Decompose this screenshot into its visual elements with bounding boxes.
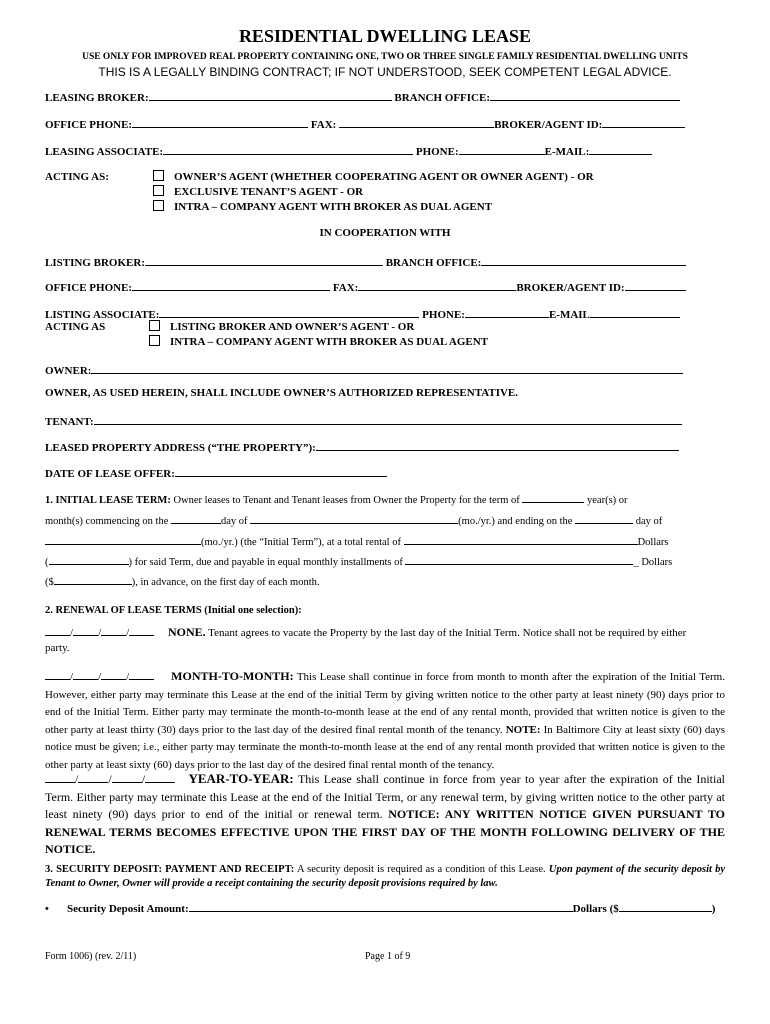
years-or-text: year(s) or [587, 495, 628, 506]
associate-phone-label: PHONE: [415, 146, 459, 158]
leasing-associate-field[interactable] [163, 143, 413, 155]
initial-term-line-4 [45, 553, 725, 568]
document-title: RESIDENTIAL DWELLING LEASE [238, 26, 532, 46]
listing-agent-id-label: BROKER/AGENT ID: [516, 282, 625, 294]
mtm-initial-1[interactable] [45, 668, 70, 680]
none-initial-3[interactable] [101, 624, 126, 636]
in-cooperation-heading: IN COOPERATION WITH [319, 227, 451, 239]
deposit-dollars-label: Dollars ($ [572, 903, 619, 915]
leasing-associate-label: LEASING ASSOCIATE: [45, 146, 164, 158]
property-address-label: LEASED PROPERTY ADDRESS (“THE PROPERTY”): [45, 442, 316, 454]
branch-office-field[interactable] [490, 89, 680, 101]
listing-acting-as [45, 320, 725, 333]
tenant-field[interactable] [94, 413, 682, 425]
exclusive-tenant-checkbox[interactable] [153, 185, 164, 196]
office-phone-label: OFFICE PHONE: [45, 119, 133, 131]
end-day-field[interactable] [575, 512, 633, 524]
intra-company-row [45, 200, 770, 213]
dollar-sign: ($ [45, 577, 54, 588]
listing-broker-label: LISTING BROKER: [45, 257, 145, 269]
leasing-acting-as [45, 170, 725, 183]
monthly-installment-field[interactable] [405, 553, 633, 565]
commence-day-field[interactable] [171, 512, 221, 524]
yty-text-1: This Lease shall continue in force from year to year after the expiration of the Initial [297, 772, 725, 786]
associate-phone-field[interactable] [459, 143, 545, 155]
yty-text-2: Term. Either party may terminate this Lease at the end of the Initial Term, or any renewal term, by giving written notice to the other party at least ninety (90) days prior to end of the initial or renewal term. [45, 789, 725, 821]
listing-acting-as-label: ACTING AS [45, 321, 106, 333]
mtm-initial-4[interactable] [129, 668, 154, 680]
yty-initial-4[interactable] [145, 771, 175, 783]
leasing-associate-line [45, 143, 725, 158]
initial-term-heading: 1. INITIAL LEASE TERM: [45, 495, 171, 506]
initial-term-line-2 [45, 512, 725, 527]
intra-company-option: INTRA – COMPANY AGENT WITH BROKER AS DUAL AGENT [174, 201, 493, 213]
office-phone-field[interactable] [132, 116, 308, 128]
owners-agent-option: OWNER’S AGENT (WHETHER COOPERATING AGENT OR OWNER AGENT) - OR [174, 171, 594, 183]
commence-month-field[interactable] [250, 512, 458, 524]
installment-dollars-text: _ Dollars [633, 557, 673, 568]
email-label: E-MAIL: [544, 146, 590, 158]
listing-office-phone-field[interactable] [132, 279, 330, 291]
total-rental-numeric-field[interactable] [49, 553, 129, 565]
listing-office-phone-label: OFFICE PHONE: [45, 282, 133, 294]
fax-label: FAX: [310, 119, 337, 131]
initial-term-text: Owner leases to Tenant and Tenant leases from Owner the Property for the term of [173, 495, 520, 506]
listing-intra-company-row [45, 335, 770, 348]
form-number: Form 1006) (rev. 2/11) [45, 951, 137, 962]
month-to-month-label: MONTH-TO-MONTH: [171, 669, 294, 683]
yty-initial-3[interactable] [112, 771, 142, 783]
deposit-dollars-field[interactable] [619, 900, 712, 912]
total-rental-text: (mo./yr.) (the “Initial Term”), at a total rental of [201, 537, 401, 548]
security-deposit-amount-line [45, 900, 725, 915]
listing-office-line [45, 279, 725, 294]
mtm-note-label: NOTE: [505, 723, 541, 736]
mtm-initial-2[interactable] [73, 668, 98, 680]
listing-associate-label: LISTING ASSOCIATE: [45, 309, 160, 321]
mtm-text-2: Term. However, either party may terminate this Lease at the end of the initial Term by giving written notice to the other party at least ninety (90) days prior to end of the Initial Term. Either party may terminate the month-to-month lease at the end of any rental month, provided that written notice is given to the other party at least thirty (30) days prior to the last day of the desired final rental month of the tenancy. [45, 671, 725, 736]
total-rental-field[interactable] [404, 533, 638, 545]
end-day-of-text: day of [635, 516, 663, 527]
branch-office-label: BRANCH OFFICE: [394, 92, 490, 104]
listing-agent-id-field[interactable] [625, 279, 686, 291]
listing-associate-field[interactable] [159, 306, 419, 318]
owner-field[interactable] [91, 362, 683, 374]
renewal-heading: 2. RENEWAL OF LEASE TERMS (Initial one selection): [45, 605, 302, 616]
security-deposit-text: A security deposit is required as a condition of this Lease. [296, 864, 546, 875]
none-text-party: party. [45, 642, 70, 654]
none-initial-1[interactable] [45, 624, 70, 636]
none-label: NONE. [167, 625, 206, 639]
tenant-label: TENANT: [45, 416, 94, 428]
leasing-broker-line [45, 89, 725, 104]
security-deposit-section [45, 863, 725, 891]
listing-broker-line [45, 254, 725, 269]
offer-date-line [45, 465, 725, 480]
listing-broker-field[interactable] [145, 254, 383, 266]
listing-branch-label: BRANCH OFFICE: [385, 257, 482, 269]
listing-fax-field[interactable] [358, 279, 516, 291]
yty-notice: NOTICE: ANY WRITTEN NOTICE GIVEN PURSUANT TO RENEWAL TERMS BECOMES EFFECTIVE UPON THE FIRST DAY OF THE MONTH FOLLOWING DELIVERY OF THE NOTICE. [45, 807, 725, 856]
security-deposit-heading: 3. SECURITY DEPOSIT: PAYMENT AND RECEIPT: [45, 864, 295, 875]
year-to-year-label: YEAR-TO-YEAR: [188, 771, 294, 786]
owner-label: OWNER: [45, 365, 92, 377]
document-subtitle: USE ONLY FOR IMPROVED REAL PROPERTY CONTAINING ONE, TWO OR THREE SINGLE FAMILY RESIDENTIAL DWELLING UNITS [82, 52, 688, 62]
agent-id-field[interactable] [602, 116, 685, 128]
offer-date-label: DATE OF LEASE OFFER: [45, 468, 175, 480]
listing-branch-field[interactable] [481, 254, 686, 266]
agent-id-label: BROKER/AGENT ID: [494, 119, 603, 131]
leasing-broker-field[interactable] [149, 89, 392, 101]
mtm-text-1: This Lease shall continue in force from month to month after the expiration of the Initial [296, 671, 696, 683]
email-field[interactable] [589, 143, 652, 155]
mtm-initial-3[interactable] [101, 668, 126, 680]
listing-email-label: E-MAIL [548, 309, 590, 321]
exclusive-tenant-option: EXCLUSIVE TENANT’S AGENT - OR [174, 186, 364, 198]
listing-associate-line [45, 306, 725, 321]
listing-phone-field[interactable] [465, 306, 549, 318]
acting-as-label: ACTING AS: [45, 171, 109, 183]
commencing-text: month(s) commencing on the [45, 516, 169, 527]
fax-field[interactable] [339, 116, 494, 128]
page-number: Page 1 of 9 [365, 951, 411, 962]
none-initial-2[interactable] [73, 624, 98, 636]
owners-agent-checkbox[interactable] [153, 170, 164, 181]
mtm-text-3: In Baltimore City at least sixty (60) days notice must be given; i.e., either party may terminate the month-to-month lease at the end of any rental month provided that written notice is given to the other party at least sixty (60) days prior to the last day of the desired final rental month of the tenancy. [45, 723, 726, 771]
initial-term-line-1 [45, 491, 725, 506]
tenant-line [45, 413, 725, 428]
open-paren: ( [45, 557, 49, 568]
ending-text: (mo./yr.) and ending on the [458, 516, 573, 527]
leasing-office-line [45, 116, 725, 131]
renewal-month-to-month-option: / / / MONTH-TO-MONTH: This Lease shall continue in force from month to month after the expiration of the Initial Term. However, either party may terminate this Lease at the end of the initial Term by giving written notice to the other party at least ninety (90) days prior to end of the Initial Term. Either party may terminate the month-to-month lease at the end of any rental month, provided that written notice is given to the other party at least thirty (30) days prior to the last day of the desired final rental month of the tenancy. NOTE: In Baltimore City at least sixty (60) days notice must be given; i.e., either party may terminate the month-to-month lease at the end of any rental month provided that written notice is given to the other party at least sixty (60) days prior to the last day of the desired final rental month of the tenancy. [45, 669, 726, 771]
legal-warning: THIS IS A LEGALLY BINDING CONTRACT; IF NOT UNDERSTOOD, SEEK COMPETENT LEGAL ADVICE. [98, 65, 672, 79]
owner-note: OWNER, AS USED HEREIN, SHALL INCLUDE OWNER’S AUTHORIZED REPRESENTATIVE. [45, 387, 518, 399]
leasing-broker-label: LEASING BROKER: [45, 92, 149, 104]
initial-term-line-3 [45, 533, 725, 548]
security-deposit-italic: Upon payment of the security deposit by Tenant to Owner, Owner will provide a receipt containing the security deposit provisions required by law. [45, 864, 726, 889]
listing-phone-label: PHONE: [422, 309, 465, 321]
none-text: Tenant agrees to vacate the Property by the last day of the Initial Term. Notice shall not be required by either [208, 627, 687, 639]
listing-email-field[interactable] [590, 306, 680, 318]
none-initial-4[interactable] [129, 624, 154, 636]
bullet: • [45, 903, 49, 915]
offer-date-field[interactable] [175, 465, 387, 477]
end-month-field[interactable] [45, 533, 201, 545]
owner-line [45, 362, 725, 377]
listing-intra-company-option: INTRA – COMPANY AGENT WITH BROKER AS DUAL AGENT [170, 336, 489, 348]
advance-text: ), in advance, on the first day of each month. [131, 577, 320, 588]
deposit-amount-label: Security Deposit Amount: [67, 903, 189, 915]
listing-broker-owner-option: LISTING BROKER AND OWNER’S AGENT - OR [170, 321, 415, 333]
monthly-installment-numeric-field[interactable] [54, 573, 132, 585]
listing-broker-owner-checkbox[interactable] [149, 320, 160, 331]
dollars-text: Dollars [637, 537, 669, 548]
deposit-amount-field[interactable] [189, 900, 573, 912]
renewal-none-option: / / / NONE. Tenant agrees to vacate the Property by the last day of the Initial Term. Notice shall not be required by either party. [45, 625, 687, 654]
listing-fax-label: FAX: [332, 282, 359, 294]
property-address-field[interactable] [316, 439, 679, 451]
intra-company-checkbox[interactable] [153, 200, 164, 211]
yty-initial-1[interactable] [45, 771, 75, 783]
installments-text: ) for said Term, due and payable in equal monthly installments of [128, 557, 403, 568]
listing-intra-company-checkbox[interactable] [149, 335, 160, 346]
day-of-text: day of [220, 516, 248, 527]
close-paren: ) [711, 903, 716, 915]
renewal-year-to-year-option: / / / YEAR-TO-YEAR: This Lease shall continue in force from year to year after the expiration of the Initial Term. Either party may terminate this Lease at the end of the Initial Term, or any renewal term, by giving written notice to the other party at least ninety (90) days prior to end of the initial or renewal term. NOTICE: ANY WRITTEN NOTICE GIVEN PURSUANT TO RENEWAL TERMS BECOMES EFFECTIVE UPON THE FIRST DAY OF THE MONTH FOLLOWING DELIVERY OF THE NOTICE. [45, 771, 725, 856]
term-years-field[interactable] [522, 491, 584, 503]
address-line [45, 439, 725, 454]
exclusive-tenant-row [45, 185, 770, 198]
initial-term-line-5 [45, 573, 725, 588]
yty-initial-2[interactable] [78, 771, 108, 783]
